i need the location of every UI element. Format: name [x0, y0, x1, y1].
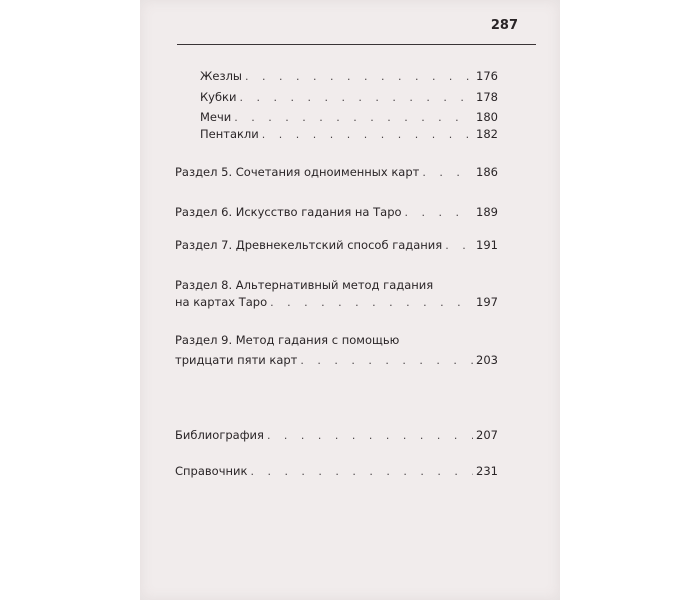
- toc-entry-page: 207: [476, 428, 498, 442]
- leader-dots: [270, 294, 473, 312]
- leader-dots: [422, 164, 473, 182]
- toc-entry: [200, 88, 498, 106]
- leader-dots: [300, 352, 473, 370]
- leader-dots: [250, 463, 473, 481]
- leader-dots: [262, 126, 473, 144]
- page-number: 287: [490, 18, 518, 33]
- toc-entry: [200, 67, 498, 85]
- toc-entry: [175, 426, 498, 444]
- toc-entry: [175, 462, 498, 480]
- toc-entry-label-line1: Раздел 9. Метод гадания с помощью: [175, 333, 400, 347]
- toc-entry-page: 178: [476, 90, 498, 104]
- toc-entry-label: Справочник: [175, 464, 248, 478]
- toc-entry: [200, 108, 498, 126]
- header-rule: [177, 44, 536, 45]
- leader-dots: [245, 68, 473, 86]
- toc-entry-label: Кубки: [200, 90, 237, 104]
- toc-entry-label: Мечи: [200, 110, 232, 124]
- toc-entry-label-line2: на картах Таро: [175, 295, 268, 309]
- toc-entry-page: 182: [476, 127, 498, 141]
- toc-entry: [200, 125, 498, 143]
- toc-entry-label: Пентакли: [200, 127, 259, 141]
- toc-entry-page: 203: [476, 353, 498, 367]
- toc-entry-label: Раздел 6. Искусство гадания на Таро: [175, 205, 402, 219]
- leader-dots: [445, 237, 473, 255]
- toc-entry-label-line2: тридцати пяти карт: [175, 353, 298, 367]
- leader-dots: [405, 204, 474, 222]
- toc-entry: [175, 293, 498, 311]
- toc-entry-page: 189: [476, 205, 498, 219]
- leader-dots: [267, 427, 473, 445]
- toc-entry: [175, 203, 498, 221]
- toc-entry-page: 186: [476, 165, 498, 179]
- toc-entry-page: 176: [476, 69, 498, 83]
- toc-entry: [175, 351, 498, 369]
- toc-entry-page: 191: [476, 238, 498, 252]
- toc-entry-page: 197: [476, 295, 498, 309]
- toc-entry-label: Жезлы: [200, 69, 243, 83]
- toc-entry-label: Библиография: [175, 428, 264, 442]
- leader-dots: [239, 89, 473, 107]
- toc-entry-label: Раздел 5. Сочетания одноименных карт: [175, 165, 420, 179]
- toc-entry-page: 231: [476, 464, 498, 478]
- toc-entry: [175, 236, 498, 254]
- toc-entry-label: Раздел 7. Древнекельтский способ гадания: [175, 238, 443, 252]
- toc-entry-page: 180: [476, 110, 498, 124]
- toc-entry: [175, 163, 498, 181]
- book-page: [140, 0, 560, 600]
- toc-entry-label-line1: Раздел 8. Альтернативный метод гадания: [175, 278, 434, 292]
